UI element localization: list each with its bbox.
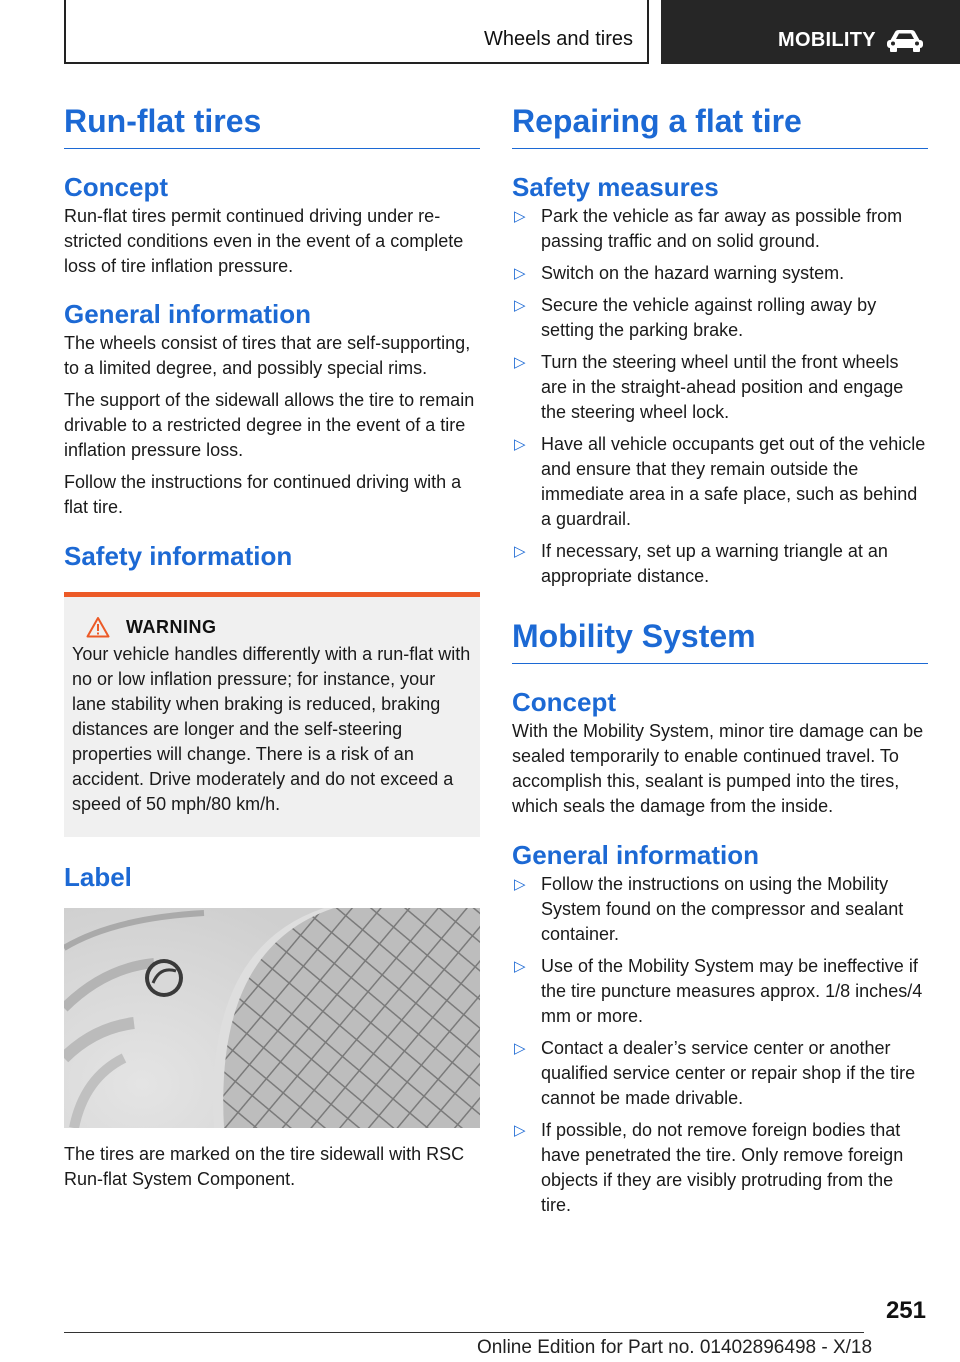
mobility-concept-text: With the Mobility System, minor tire damage can be sealed temporarily to enable continued travel. To accomplish this, sealant is pumped into the tires, which seals the damage from the inside. [512,721,924,816]
warning-triangle-icon [86,616,110,638]
safety-info-heading: Safety information [64,541,293,571]
warning-box [64,592,480,837]
bullet-triangle-icon: ▷ [514,208,526,225]
general-info-heading: General information [64,299,312,329]
bullet-triangle-icon: ▷ [514,265,526,282]
bullet-triangle-icon: ▷ [514,436,526,453]
header-section-box [64,0,649,64]
list-item: ▷ Park the vehicle as far away as possible from passing traffic and on solid ground. [514,206,903,251]
label-heading: Label [64,862,132,892]
concept-text: Run-flat tires permit continued driving under restricted conditions even in the event of a complete loss of tire inflation pressure. [64,206,464,276]
tire-sidewall-image [64,908,480,1128]
mobility-general-heading: General information [512,840,760,870]
warning-title: WARNING [126,616,217,637]
safety-measures-heading: Safety measures [512,172,719,202]
bullet-triangle-icon: ▷ [514,1040,526,1057]
page-number: 251 [885,1297,926,1324]
header-chapter-title: MOBILITY [778,29,876,51]
list-item: ▷ Switch on the hazard warning system. [512,261,928,286]
mobility-system-title: Mobility System [512,615,928,664]
list-item: ▷ Secure the vehicle against rolling away by setting the parking brake. [514,295,877,340]
general-info-p3: Follow the instructions for continued driving with a flat tire. [64,472,462,517]
header-section-title: Wheels and tires [484,28,633,50]
bullet-triangle-icon: ▷ [514,876,526,893]
list-item: ▷ Follow the instructions on using the Mobility System found on the compressor and sealant container. [514,874,904,944]
car-icon [885,29,925,53]
left-column [64,100,480,1192]
bullet-triangle-icon: ▷ [514,958,526,975]
mobility-general-list [512,872,928,1218]
list-item: ▷ Use of the Mobility System may be ineffective if the tire puncture measures approx. 1/8 inches/4 mm or more. [514,956,923,1026]
mobility-concept-heading: Concept [512,687,616,717]
bullet-triangle-icon: ▷ [514,543,526,560]
label-caption: The tires are marked on the tire sidewall with RSC Run-flat System Component. [64,1144,465,1189]
repairing-title: Repairing a flat tire [512,100,928,149]
footer-edition: Online Edition for Part no. 01402896498 - X/18 [477,1337,873,1358]
footer-divider [64,1332,864,1333]
general-info-p2: The support of the sidewall allows the tire to remain drivable to a restricted degree in the event of a tire inflation pressure loss. [64,390,475,460]
bullet-triangle-icon: ▷ [514,354,526,371]
concept-heading: Concept [64,172,168,202]
safety-measures-list [512,204,928,589]
warning-text: Your vehicle handles differently with a run-flat with no or low inflation pressure; for instance, your lane stability when braking is reduced, braking distances are longer and the self-steering properties will change. There is a risk of an accident. Drive moderately and do not exceed a speed of 50 mph/80 km/h. [72,644,471,814]
bullet-triangle-icon: ▷ [514,1122,526,1139]
list-item: ▷ Have all vehicle occupants get out of the vehicle and ensure that they remain outside the immediate area in a safe place, such as behind a guardrail. [514,434,926,529]
list-item: ▷ Contact a dealer’s service center or another qualified service center or repair shop if the tire cannot be made drivable. [514,1038,916,1108]
right-column [512,100,928,1225]
bullet-triangle-icon: ▷ [514,297,526,314]
list-item: ▷ If necessary, set up a warning triangle at an appropriate distance. [514,541,888,586]
header-chapter-box [661,0,960,64]
run-flat-title: Run-flat tires [64,100,480,149]
list-item: ▷ If possible, do not remove foreign bodies that have penetrated the tire. Only remove foreign objects if they are visibly protruding from the tire. [514,1120,904,1215]
list-item: ▷ Turn the steering wheel until the front wheels are in the straight-ahead position and engage the steering wheel lock. [514,352,904,422]
general-info-p1: The wheels consist of tires that are self-supporting, to a limited degree, and possibly special rims. [64,333,471,378]
